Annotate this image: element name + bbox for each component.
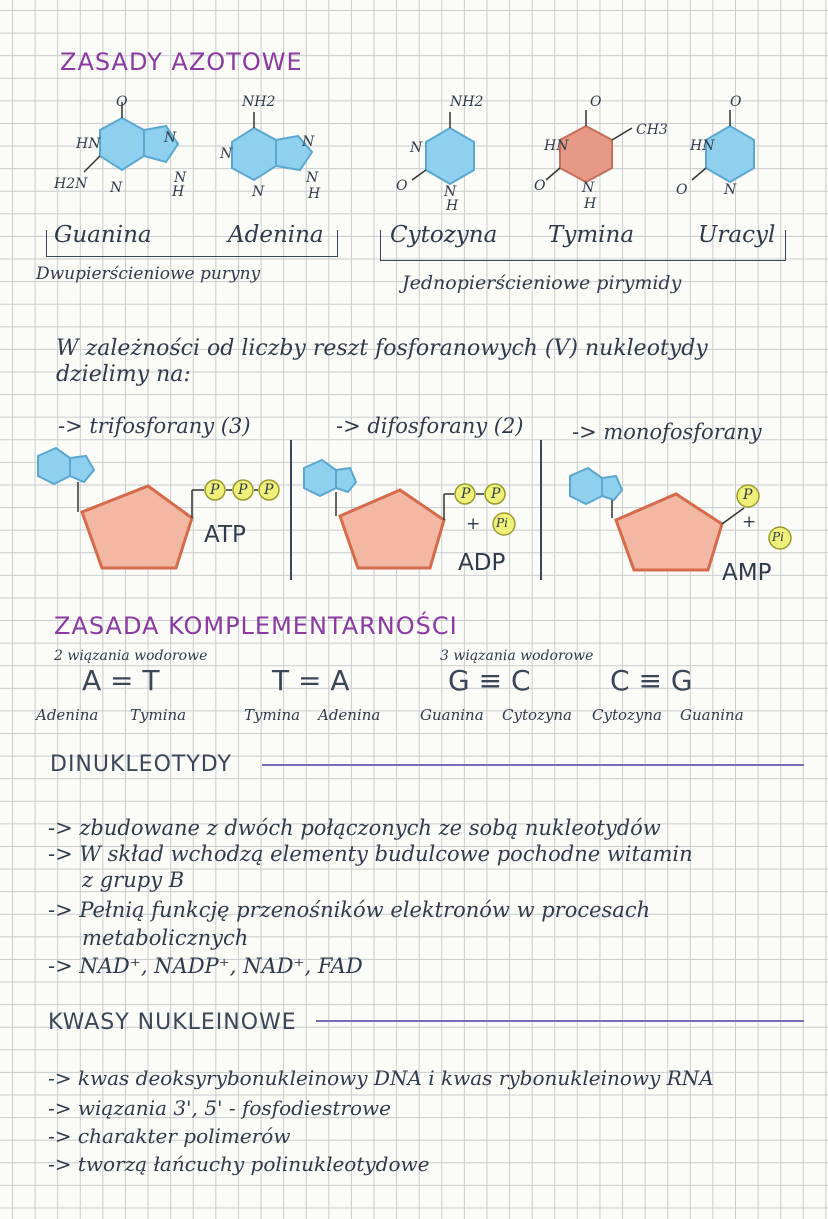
adp-label: ADP: [458, 550, 506, 576]
amp-label: AMP: [722, 560, 772, 586]
dinucleotides-item: -> NAD⁺, NADP⁺, NAD⁺, FAD: [48, 954, 363, 978]
dinucleotides-item: -> zbudowane z dwóch połączonych ze sobą nukleotydów: [48, 816, 661, 840]
nucleic-acids-item: -> tworzą łańcuchy polinukleotydowe: [48, 1152, 430, 1176]
nucleic-acids-item: -> charakter polimerów: [48, 1124, 291, 1148]
label-uracyl: Uracyl: [698, 222, 776, 248]
monofosforany-label: -> monofosforany: [572, 420, 762, 444]
nucleic-acids-item: -> kwas deoksyrybonukleinowy DNA i kwas rybonukleinowy RNA: [48, 1066, 714, 1090]
pyrimidines-bracket: [380, 230, 786, 261]
difosforany-label: -> difosforany (2): [336, 414, 524, 438]
complementarity-title: ZASADA KOMPLEMENTARNOŚCI: [54, 612, 458, 640]
nucleic-acids-rule: [316, 1020, 804, 1022]
nucleic-acids-title: KWASY NUKLEINOWE: [48, 1010, 297, 1035]
phosphates-intro: W zależności od liczby reszt fosforanowych (V) nukleotydy: [56, 336, 708, 361]
atp-diagram: [28, 440, 288, 580]
bases-title: ZASADY AZOTOWE: [60, 48, 303, 76]
pyrimidines-label: Jednopierścieniowe pirymidy: [402, 272, 682, 294]
pair-a-t: A = T: [82, 664, 160, 697]
label-tymina: Tymina: [548, 222, 635, 248]
column-divider: [540, 440, 542, 580]
trifosforany-label: -> trifosforany (3): [58, 414, 251, 438]
adenine-structure: [220, 90, 340, 200]
pair-g-c: G ≡ C: [448, 664, 531, 697]
dinucleotides-item: -> W skład wchodzą elementy budulcowe pochodne witamin: [48, 842, 693, 866]
pair-c-g: C ≡ G: [610, 664, 693, 697]
phosphates-intro-2: dzielimy na:: [56, 362, 191, 387]
atp-label: ATP: [204, 522, 246, 548]
label-cytozyna: Cytozyna: [390, 222, 498, 248]
two-bonds-label: 2 wiązania wodorowe: [54, 648, 208, 664]
column-divider: [290, 440, 292, 580]
dinucleotides-item: metabolicznych: [82, 926, 249, 950]
purines-label: Dwupierścieniowe puryny: [36, 264, 261, 284]
three-bonds-label: 3 wiązania wodorowe: [440, 648, 594, 664]
purines-bracket: [46, 230, 338, 257]
label-adenina: Adenina: [228, 222, 324, 248]
dinucleotides-title: DINUKLEOTYDY: [50, 752, 232, 777]
dinucleotides-rule: [262, 764, 804, 766]
dinucleotides-item: -> Pełnią funkcję przenośników elektronów w procesach: [48, 898, 651, 922]
dinucleotides-item: z grupy B: [82, 868, 185, 892]
nucleic-acids-item: -> wiązania 3', 5' - fosfodiestrowe: [48, 1096, 392, 1120]
label-guanina: Guanina: [54, 222, 152, 248]
pair-t-a: T = A: [272, 664, 350, 697]
